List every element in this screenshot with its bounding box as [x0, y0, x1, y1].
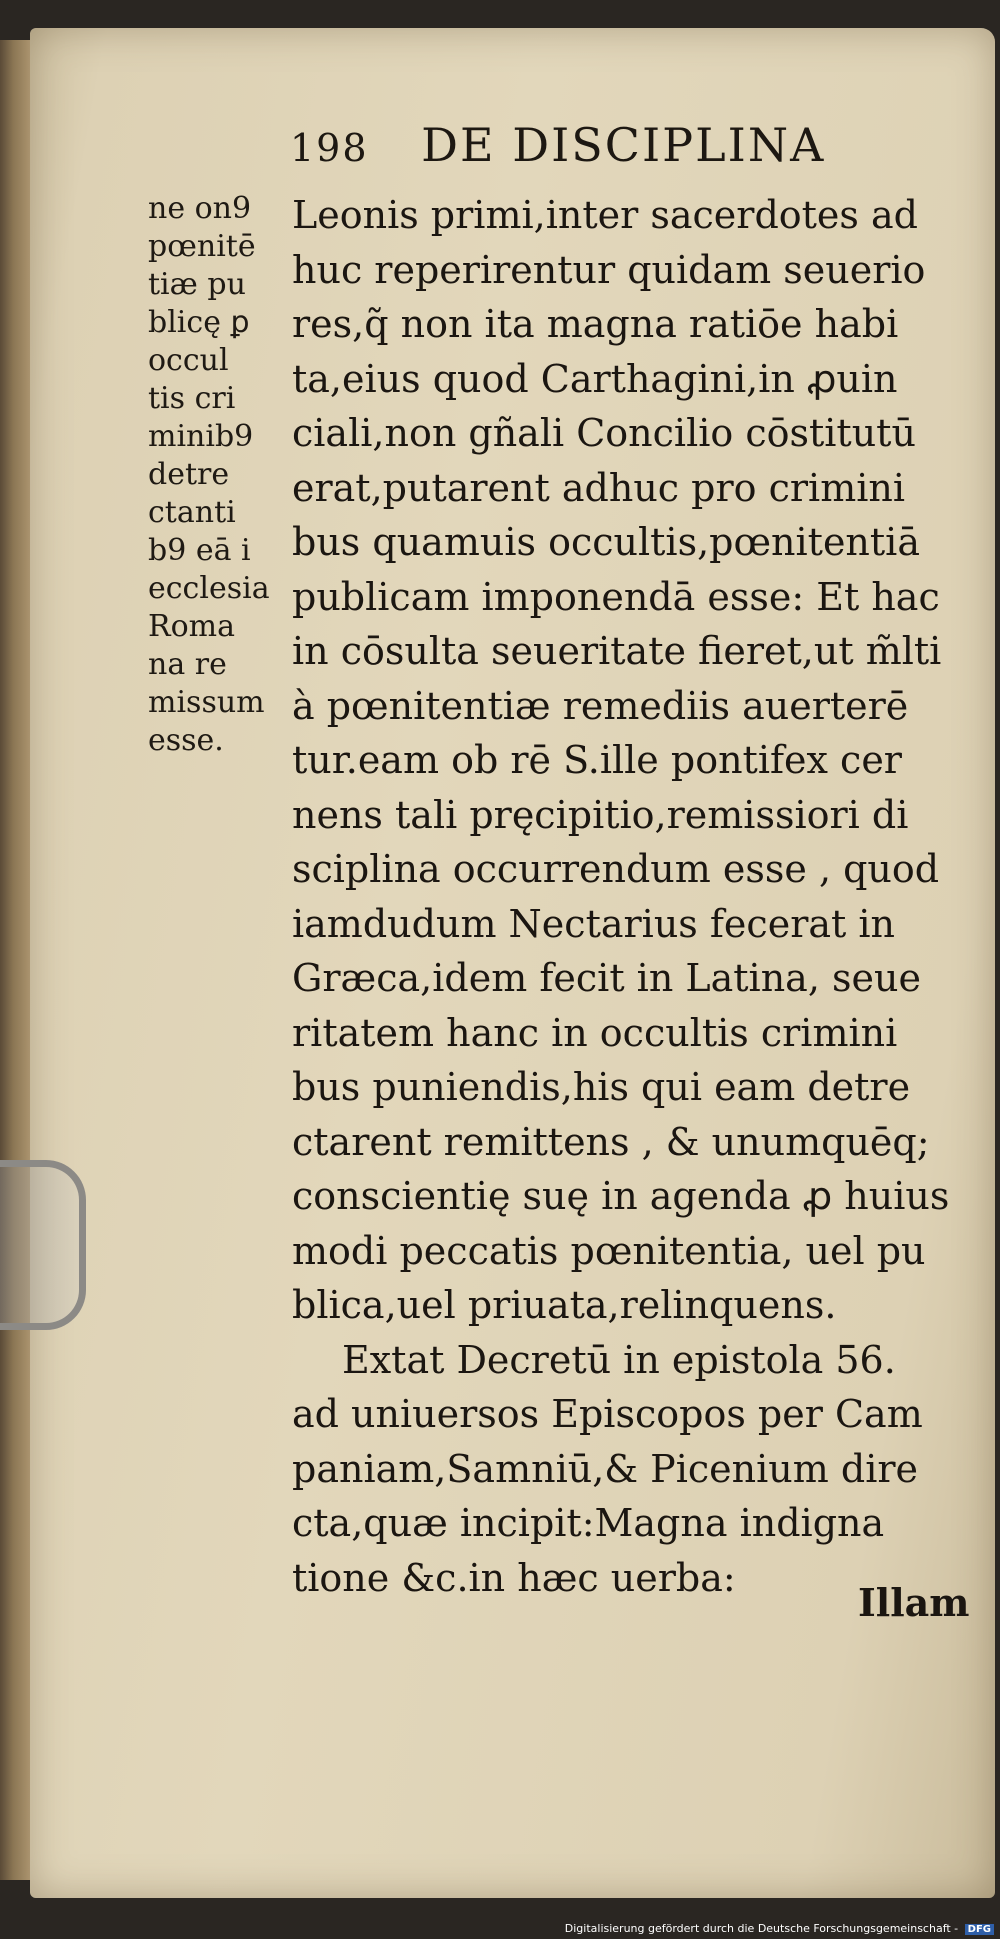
margin-note-line: occul	[148, 343, 229, 378]
margin-note-line: tiæ pu	[148, 267, 246, 302]
page-header	[290, 118, 825, 172]
body-line: huc reperirentur quidam seuerio	[292, 247, 926, 292]
body-line: nens tali pręcipitio,remissiori di	[292, 792, 909, 837]
margin-note-line: detre	[148, 457, 230, 492]
body-line: modi peccatis pœnitentia, uel pu	[292, 1228, 926, 1273]
credit-text: Digitalisierung gefördert durch die Deutsche Forschungsgemeinschaft -	[564, 1922, 959, 1935]
margin-note	[148, 190, 288, 760]
running-title: DE DISCIPLINA	[421, 118, 826, 172]
paragraph-line: tione &c.in hæc uerba:	[292, 1555, 736, 1600]
catchword: Illam	[858, 1580, 970, 1625]
body-line: bus quamuis occultis,pœnitentiā	[292, 520, 920, 564]
body-line: blica,uel priuata,relinquens.	[292, 1283, 837, 1327]
dfg-logo: DFG	[965, 1924, 994, 1935]
digitization-credit	[565, 1922, 994, 1935]
body-line: ritatem hanc in occultis crimini	[292, 1010, 898, 1055]
paragraph-line: Extat Decretū in epistola 56.	[342, 1337, 896, 1382]
body-line: publicam imponendā esse: Et hac	[292, 574, 940, 619]
body-line: ciali,non gñali Concilio cōstitutū	[292, 411, 916, 455]
body-line: res,q̃ non ita magna ratiōe habi	[292, 302, 899, 346]
margin-note-line: blicę ꝑ	[148, 305, 250, 340]
margin-note-line: ctanti	[148, 495, 236, 530]
body-line: conscientię suę in agenda ꝓ huius	[292, 1174, 950, 1218]
body-line: à pœnitentiæ remediis auerterē	[292, 683, 909, 728]
margin-note-line: ecclesia	[148, 571, 270, 606]
body-line: tur.eam ob rē S.ille pontifex cer	[292, 738, 902, 782]
body-line: ctarent remittens , & unumquēq;	[292, 1119, 930, 1164]
margin-note-line: Roma	[148, 609, 235, 644]
paragraph-line: cta,quæ incipit:Magna indigna	[292, 1501, 885, 1545]
body-line: bus puniendis,his qui eam detre	[292, 1065, 911, 1109]
margin-note-line: tis cri	[148, 381, 236, 416]
margin-note-line: pœnitē	[148, 229, 256, 264]
body-text	[292, 188, 982, 1605]
margin-note-line: minib9	[148, 419, 254, 454]
page-clip	[0, 1160, 86, 1330]
body-line: Græca,idem fecit in Latina, seue	[292, 956, 921, 1000]
margin-note-line: ne on9	[148, 191, 252, 226]
page-number: 198	[290, 126, 369, 170]
body-line: erat,putarent adhuc pro crimini	[292, 465, 906, 510]
body-line: sciplina occurrendum esse , quod	[292, 847, 940, 891]
margin-note-line: b9 eā i	[148, 533, 251, 568]
margin-note-line: esse.	[148, 723, 224, 758]
paragraph-line: paniam,Samniū,& Picenium dire	[292, 1446, 919, 1491]
body-line: iamdudum Nectarius fecerat in	[292, 901, 895, 946]
body-line: in cōsulta seueritate fieret,ut m̃lti	[292, 629, 942, 673]
paragraph-line: ad uniuersos Episcopos per Cam	[292, 1392, 923, 1436]
margin-note-line: na re	[148, 647, 227, 682]
body-line: Leonis primi,inter sacerdotes ad	[292, 193, 918, 237]
margin-note-line: missum	[148, 685, 265, 720]
body-line: ta,eius quod Carthagini,in ꝓuin	[292, 356, 898, 401]
